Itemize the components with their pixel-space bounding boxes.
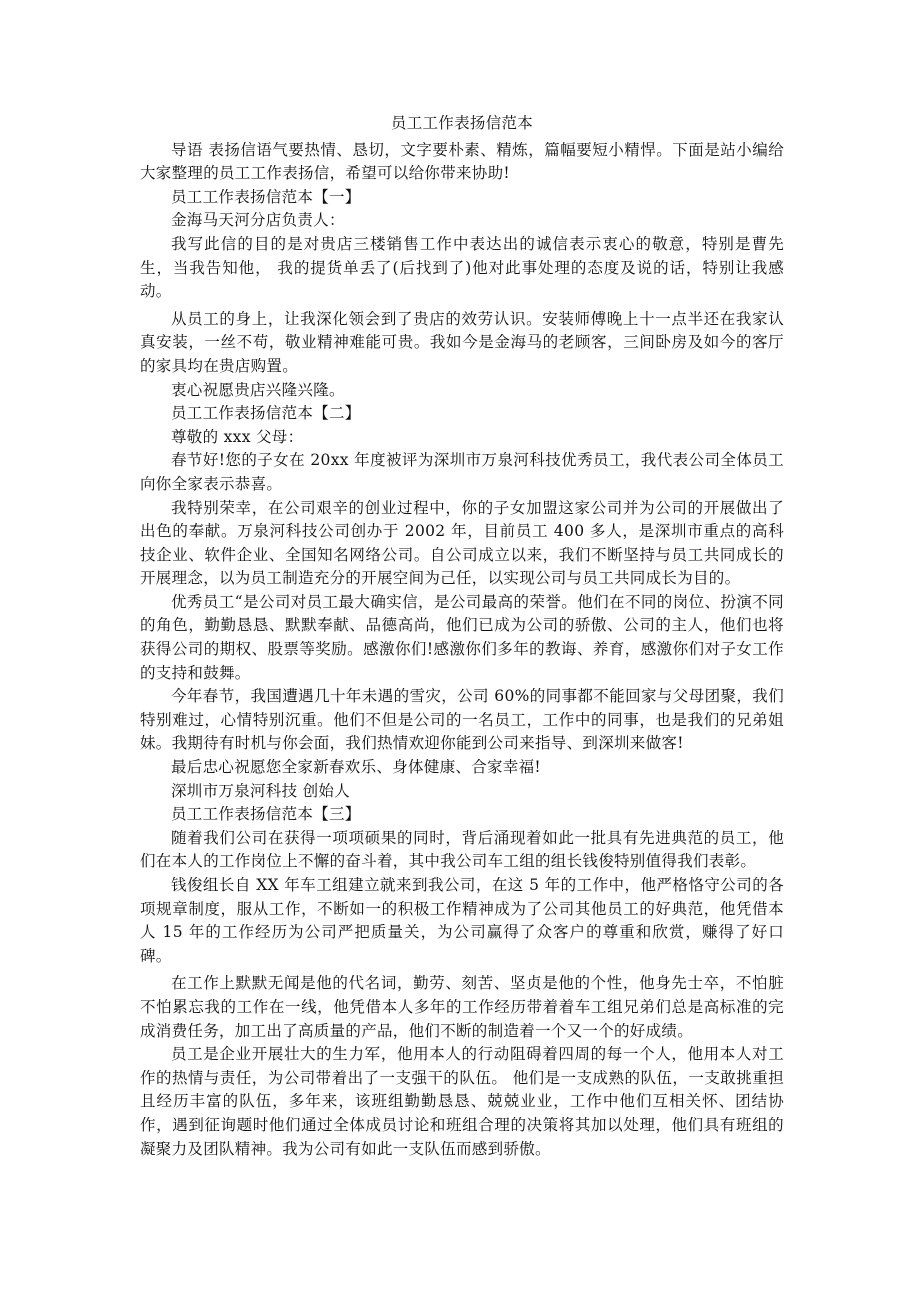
section-heading-3: 员工工作表扬信范本【三】 xyxy=(171,805,361,824)
document-title: 员工工作表扬信范本 xyxy=(390,114,534,132)
paragraph: 优秀员工“是公司对员工最大确实信，是公司最高的荣誉。他们在不同的岗位、扮演不同的角色，勤勤恳恳、默默奉献、品德高尚，他们已成为公司的骄傲、公司的主人，他们也将获得公司的期权、股票等奖励。感激你们!感激你们多年的教诲、养育，感激你们对子女工作的支持和鼓舞。 xyxy=(140,592,784,682)
signature-2: 深圳市万泉河科技 创始人 xyxy=(171,781,351,800)
paragraph: 春节好!您的子女在 20xx 年度被评为深圳市万泉河科技优秀员工，我代表公司全体员工向你全家表示恭喜。 xyxy=(140,451,784,493)
paragraph: 钱俊组长自 XX 年车工组建立就来到我公司，在这 5 年的工作中，他严格恪守公司的各项规章制度，服从工作，不断如一的积极工作精神成为了公司其他员工的好典范，他凭借本人 15 年的工作经历为公司严把质量关，为公司赢得了众客户的尊重和欣赏，赚得了好口碑。 xyxy=(140,876,784,965)
paragraph: 随着我们公司在获得一项项硕果的同时，背后涌现着如此一批具有先进典范的员工，他们在本人的工作岗位上不懈的奋斗着，其中我公司车工组的组长钱俊特别值得我们表彰。 xyxy=(140,828,784,871)
paragraph: 我特别荣幸，在公司艰辛的创业过程中，你的子女加盟这家公司并为公司的开展做出了出色的奉献。万泉河科技公司创办于 2002 年，目前员工 400 多人，是深圳市重点的高科技企业、软件企业、全国知名网络公司。自公司成立以来，我们不断坚持与员工共同成长的开展理念，以为员工制造充分的开展空间为己任，以实现公司与员工共同成长为目的。 xyxy=(140,498,784,588)
document-page xyxy=(140,112,784,1161)
salutation-2: 尊敬的 xxx 父母： xyxy=(171,427,304,446)
closing-1: 衷心祝愿贵店兴隆兴隆。 xyxy=(171,380,345,399)
paragraph: 从员工的身上，让我深化领会到了贵店的效劳认识。安装师傅晚上十一点半还在我家认真安装，一丝不苟，敬业精神难能可贵。我如今是金海马的老顾客，三间卧房及如今的客厅的家具均在贵店购置。 xyxy=(140,309,784,375)
paragraph: 我写此信的目的是对贵店三楼销售工作中表达出的诚信表示衷心的敬意，特别是曹先生，当我告知他， 我的提货单丢了(后找到了)他对此事处理的态度及说的话，特别让我感动。 xyxy=(140,234,784,301)
intro-paragraph: 导语 表扬信语气要热情、恳切，文字要朴素、精炼，篇幅要短小精悍。下面是站小编给大家整理的员工工作表扬信，希望可以给你带来协助! xyxy=(140,140,784,183)
section-heading-2: 员工工作表扬信范本【二】 xyxy=(171,404,361,423)
salutation-1: 金海马天河分店负责人： xyxy=(171,211,345,230)
paragraph: 在工作上默默无闻是他的代名词，勤劳、刻苦、坚贞是他的个性，他身先士卒，不怕脏不怕累忘我的工作在一线，他凭借本人多年的工作经历带着着车工组兄弟们总是高标准的完成消费任务，加工出了高质量的产品，他们不断的制造着一个又一个的好成绩。 xyxy=(140,974,784,1040)
paragraph: 今年春节，我国遭遇几十年未遇的雪灾，公司 60%的同事都不能回家与父母团聚，我们特别难过，心情特别沉重。他们不但是公司的一名员工，工作中的同事，也是我们的兄弟姐妹。我期待有时机与你会面，我们热情欢迎你能到公司来指导、到深圳来做客! xyxy=(140,687,784,753)
closing-2: 最后忠心祝愿您全家新春欢乐、身体健康、合家幸福! xyxy=(171,758,541,777)
paragraph: 员工是企业开展壮大的生力军，他用本人的行动阻碍着四周的每一个人，他用本人对工作的热情与责任，为公司带着出了一支强干的队伍。 他们是一支成熟的队伍，一支敢挑重担且经历丰富的队伍，多年来，该班组勤勤恳恳、兢兢业业，工作中他们互相关怀、团结协作，遇到征询题时他们通过全体成员讨论和班组合理的决策将其加以处理，他们具有班组的凝聚力及团队精神。我为公司有如此一支队伍而感到骄傲。 xyxy=(140,1045,784,1158)
section-heading-1: 员工工作表扬信范本【一】 xyxy=(171,187,361,206)
